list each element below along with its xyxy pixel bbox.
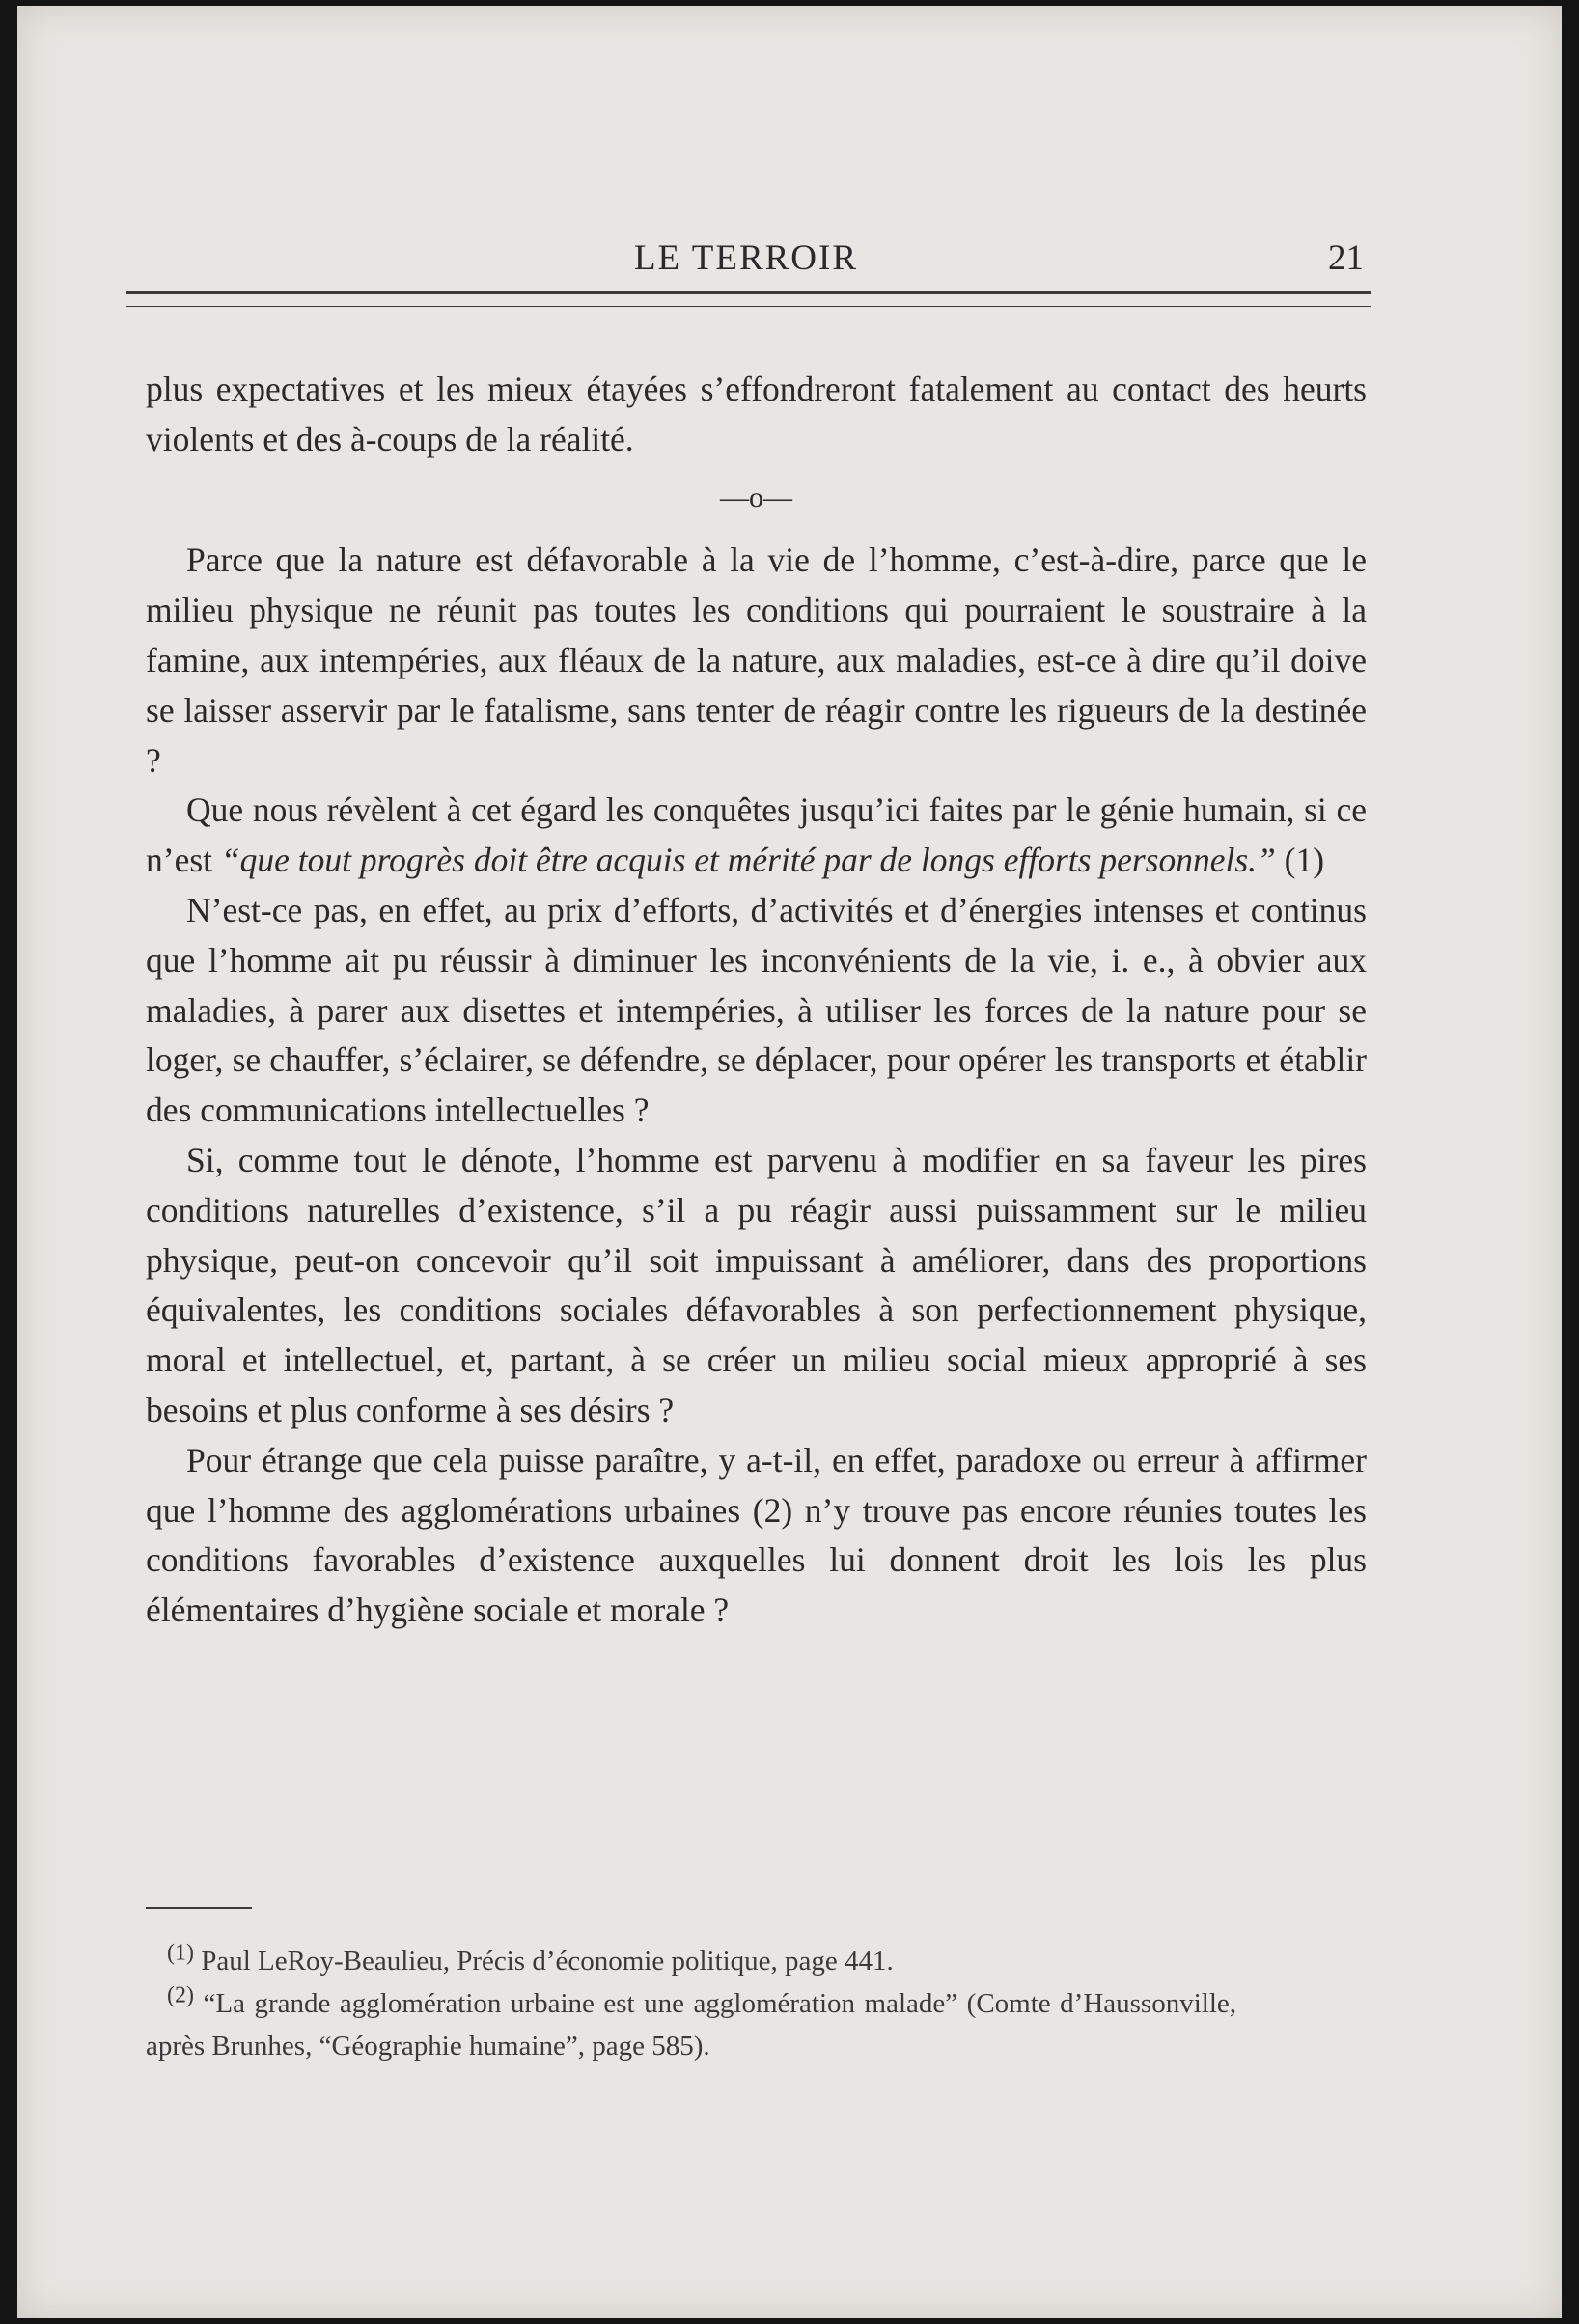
paragraph: Parce que la nature est défavorable à la vie de l’homme, c’est-à-dire, parce que le milieu physique ne réunit pas toutes les conditions qui pourraient le soustraire à la famine, aux intempéries, aux fléaux de la nature, aux maladies, est-ce à dire qu’il doive se laisser asservir par le fatalisme, sans tenter de réagir contre les rigueurs de la destinée ? (146, 540, 1367, 780)
section-separator: —o— (720, 481, 792, 513)
paragraph-text: Que nous révèlent à cet égard les conquêtes jusqu’ici faites par le génie humain, si ce n’est (146, 790, 1367, 880)
header-rule (126, 291, 1371, 307)
footnote-rule (146, 1907, 252, 1909)
footnote-mark: (1) (167, 1940, 194, 1966)
paragraph: Pour étrange que cela puisse paraître, y a-t-il, en effet, paradoxe ou erreur à affirmer que l’homme des agglomérations urbaines (2) n’y trouve pas encore réunies toutes les conditions favorables d’existence auxquelles lui donnent droit les lois les plus élémentaires d’hygiène sociale et morale ? (146, 1440, 1367, 1630)
book-page (17, 6, 1562, 2318)
paragraph-continuation: plus expectatives et les mieux étayées s’effondreront fatalement au contact des heurts violents et des à-coups de la réalité. (146, 370, 1367, 458)
running-title: LE TERROIR (633, 238, 859, 278)
footnote (146, 1940, 1236, 1982)
body-text (146, 365, 1367, 1636)
paragraph-with-quote (146, 786, 1367, 886)
paragraph: Si, comme tout le dénote, l’homme est parvenu à modifier en sa faveur les pires conditions naturelles d’existence, s’il a pu réagir aussi puissamment sur le milieu physique, peut-on concevoir qu’il soit impuissant à améliorer, dans des proportions équivalentes, les conditions sociales défavorables à son perfectionnement physique, moral et intellectuel, et, partant, à se créer un milieu social mieux approprié à ses besoins et plus conforme à ses désirs ? (146, 1140, 1367, 1429)
footnote-text: Paul LeRoy-Beaulieu, Précis d’économie politique, page 441. (193, 1946, 894, 1977)
italic-quote: “que tout progrès doit être acquis et mérité par de longs efforts personnels.” (220, 841, 1276, 880)
footnote-text: “La grande agglomération urbaine est une agglomération malade” (Comte d’Haussonville, après Brunhes, “Géographie humaine”, page 585). (146, 1988, 1236, 2061)
page-header (128, 226, 1364, 284)
footnote-reference: (1) (1275, 841, 1325, 880)
footnote-mark: (2) (167, 1982, 194, 2008)
paragraph: N’est-ce pas, en effet, au prix d’efforts, d’activités et d’énergies intenses et continus que l’homme ait pu réussir à diminuer les inconvénients de la vie, i. e., à obvier aux maladies, à parer aux disettes et intempéries, à utiliser les forces de la nature pour se loger, se chauffer, s’éclairer, se défendre, se déplacer, pour opérer les transports et établir des communications intellectuelles ? (146, 890, 1367, 1130)
footnotes (146, 1940, 1236, 2067)
page-number: 21 (1328, 238, 1364, 278)
footnote (146, 1982, 1236, 2067)
